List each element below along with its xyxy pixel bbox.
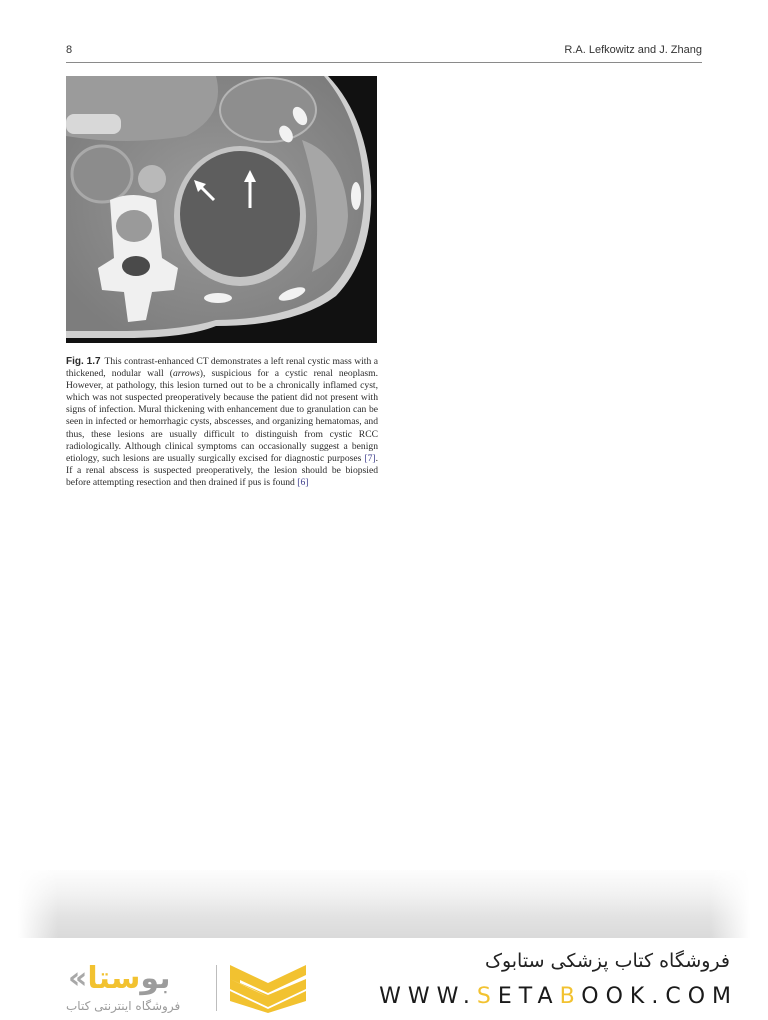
chevron-book-icon (226, 961, 310, 1013)
store-url-link[interactable]: WWW.SETABOOK.COM (379, 984, 738, 1009)
setabook-logo[interactable] (40, 955, 310, 1020)
caption-text-2: ), suspicious for a cystic renal neoplasm. However, at pathology, this lesion turned out to be a chronically inflamed cyst, which was not suspected preoperatively because the patient did not present with signs of infection. Mural thickening with enhancement due to granulation can be seen in infected or hemorrhagic cysts, abscesses, and organizing hematomas, and thus, these lesions are usually difficult to distinguish from cystic RCC radiologically. Although clinical symptoms can occasionally suggest a benign etiology, such lesions are usually surgically excised for diagnostic purposes (66, 368, 379, 464)
double-chevron-icon: « (68, 961, 88, 996)
footer-fade-band (18, 870, 750, 938)
running-head-authors: R.A. Lefkowitz and J. Zhang (564, 44, 702, 56)
caption-italic-arrows: arrows (172, 368, 200, 380)
citation-link-7[interactable]: [7] (364, 452, 376, 464)
ct-scan-figure (66, 76, 377, 343)
logo-tagline: فروشگاه اینترنتی کتاب (66, 999, 181, 1013)
caption-text-3: . If a renal abscess is suspected preoperatively, the lesion should be biopsied before attempting resection and then drained if pus is found (66, 452, 378, 488)
store-title: فروشگاه کتاب پزشکی ستابوک (484, 950, 730, 972)
logo-wordmark: « بوستا (68, 961, 171, 996)
header-rule (66, 62, 702, 63)
caption-text-1: This contrast-enhanced CT demonstrates a left renal cystic mass with a thickened, nodular wall ( (66, 356, 378, 380)
figure-caption (66, 356, 378, 489)
page-number: 8 (66, 44, 73, 56)
logo-divider (216, 965, 217, 1011)
citation-link-6[interactable]: [6] (297, 476, 309, 488)
figure-label: Fig. 1.7 (66, 356, 101, 367)
